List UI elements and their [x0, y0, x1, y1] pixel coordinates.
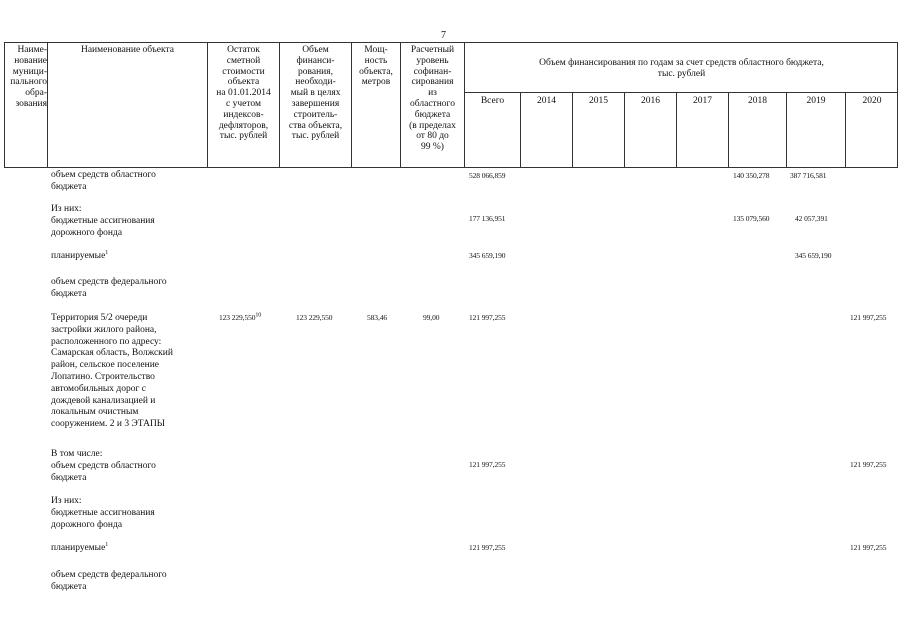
header-cofinancing-level: Расчетный уровень софинан- сирования из областного бюджета (в пределах от 80 до 99 %) — [409, 45, 456, 153]
row-label-planned-text: планируемые — [51, 543, 106, 553]
row-label-planned-text: планируемые — [51, 251, 106, 261]
header-financing-volume: Объем финанси- рования, необходи- мый в целях завершения строитель- ства объекта, тыс. рублей — [288, 45, 343, 142]
remaining-cost-value — [219, 313, 261, 322]
header-remaining-cost: Остаток сметной стоимости объекта на 01.01.2014 с учетом индексов- дефляторов, тыс. рублей — [216, 45, 271, 142]
row-total-value: 177 136,951 — [469, 214, 506, 223]
row-label-planned — [51, 251, 108, 263]
row-total-value: 121 997,255 — [469, 313, 506, 322]
financing-volume-value: 123 229,550 — [296, 313, 333, 322]
header-year: 2018 — [748, 96, 767, 106]
row-label-road-fund: Из них: бюджетные ассигнования дорожного фонда — [51, 496, 155, 530]
row-2020-value: 121 997,255 — [850, 460, 887, 469]
header-col-divider — [47, 42, 48, 168]
row-2018-value: 135 079,560 — [733, 214, 770, 223]
header-year: 2016 — [641, 96, 660, 106]
row-2018-value: 140 350,278 — [733, 171, 770, 180]
header-municipality: Наиме- нование муници- пального обра- зования — [10, 45, 47, 109]
header-total: Всего — [480, 96, 505, 106]
cofinancing-level-value: 99,00 — [423, 313, 440, 322]
header-year: 2017 — [693, 96, 712, 106]
row-total-value: 121 997,255 — [469, 460, 506, 469]
header-years-divider — [464, 92, 898, 93]
row-label-including-regional: В том числе: объем средств областного бюджета — [51, 449, 156, 483]
row-2019-value: 42 057,391 — [795, 214, 828, 223]
row-2020-value: 121 997,255 — [850, 313, 887, 322]
header-years-title: Объем финансирования по годам за счет средств областного бюджета, тыс. рублей — [539, 58, 824, 79]
header-year: 2014 — [537, 96, 556, 106]
footnote-mark: 1 — [105, 541, 109, 548]
row-label-federal-budget: объем средств федерального бюджета — [51, 570, 167, 592]
row-2020-value: 121 997,255 — [850, 543, 887, 552]
row-label-regional-budget: объем средств областного бюджета — [51, 170, 156, 192]
page-number: 7 — [441, 30, 446, 41]
header-object-name: Наименование объекта — [80, 45, 174, 55]
row-2019-value: 387 716,581 — [790, 171, 827, 180]
footnote-mark: 1 — [105, 249, 109, 256]
row-label-federal-budget: объем средств федерального бюджета — [51, 277, 167, 299]
header-year: 2019 — [806, 96, 826, 106]
object-description: Территория 5/2 очереди застройки жилого района, расположенного по адресу: Самарская область, Волжский район, сельское поселение Лопатино. Строительство автомобильных дорог с дождевой канализацией и локальным очистным сооружением. 2 и 3 ЭТАПЫ — [51, 313, 173, 430]
row-total-value: 528 066,859 — [469, 171, 506, 180]
row-total-value: 121 997,255 — [469, 543, 506, 552]
row-total-value: 345 659,190 — [469, 251, 506, 260]
row-2019-value: 345 659,190 — [795, 251, 832, 260]
row-label-planned — [51, 543, 108, 555]
footnote-mark: 10 — [255, 312, 262, 319]
header-capacity: Мощ- ность объекта, метров — [359, 45, 393, 88]
remaining-cost-text: 123 229,550 — [219, 313, 256, 322]
header-year: 2015 — [589, 96, 608, 106]
capacity-value: 583,46 — [367, 313, 388, 322]
header-year: 2020 — [862, 96, 882, 106]
row-label-road-fund: Из них: бюджетные ассигнования дорожного фонда — [51, 204, 155, 238]
